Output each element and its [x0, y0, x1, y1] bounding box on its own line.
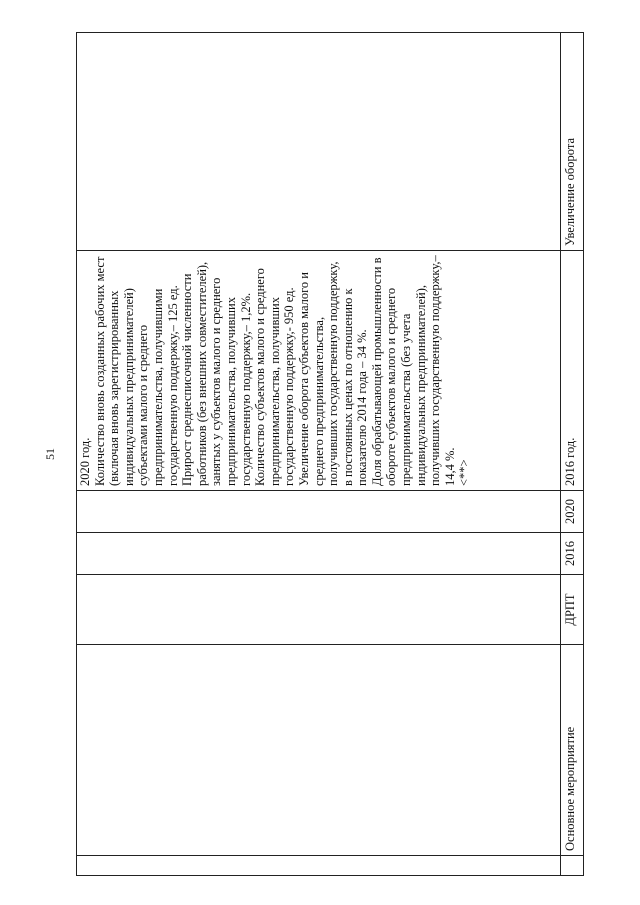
table-row-main: [77, 33, 561, 876]
cell-end-blank: [77, 491, 561, 533]
cell-year-end: 2020: [561, 491, 584, 533]
page-number: 51: [43, 448, 57, 460]
cell-bottom-goal: Увеличение оборота: [561, 33, 584, 251]
indicator-line: <**>: [457, 459, 472, 486]
cell-goal-blank: [77, 33, 561, 251]
cell-empty-left: [77, 856, 561, 876]
indicator-line: Доля обрабатывающей промышленности в обороте субъектов малого и среднего предпринимательства (без учета индивидуальных предпринимателей), получивших государственную поддержку,– 14,4 %.: [369, 255, 457, 486]
cell-empty-left-bottom: [561, 856, 584, 876]
cell-year-start: 2016: [561, 533, 584, 575]
indicator-line: Увеличение оборота субъектов малого и среднего предпринимательства, получивших государственную поддержку, в постоянных ценах по отношению к показателю 2014 года – 34 %.: [296, 261, 370, 486]
rotated-table: [76, 33, 584, 876]
cell-indicators: [77, 251, 561, 491]
program-table: [76, 32, 584, 876]
cell-bottom-indicator: 2016 год.: [561, 251, 584, 491]
indicator-line: 2020 год.: [78, 437, 92, 486]
indicator-line: Количество субъектов малого и среднего предпринимательства, получивших государственную поддержку,- 950 ед.: [253, 268, 297, 486]
table-row-activity: [561, 33, 584, 876]
indicator-line: Прирост среднесписочной численности работников (без внешних совместителей), занятых у субъектов малого и среднего предпринимательства, получивших государственную поддержку,– 1,2%.: [180, 261, 253, 486]
cell-executor: ДРПТ: [561, 575, 584, 645]
rotated-table-frame: [76, 33, 584, 876]
cell-activity-blank: [77, 645, 561, 856]
cell-executor-blank: [77, 575, 561, 645]
indicator-line: Количество вновь созданных рабочих мест (включая вновь зарегистрированных индивидуальных предпринимателей) субъектами малого и среднего предпринимательства, получившими государственную поддержку,– 125 ед.: [92, 256, 180, 486]
cell-start-blank: [77, 533, 561, 575]
cell-activity-label: Основное мероприятие: [561, 645, 584, 856]
